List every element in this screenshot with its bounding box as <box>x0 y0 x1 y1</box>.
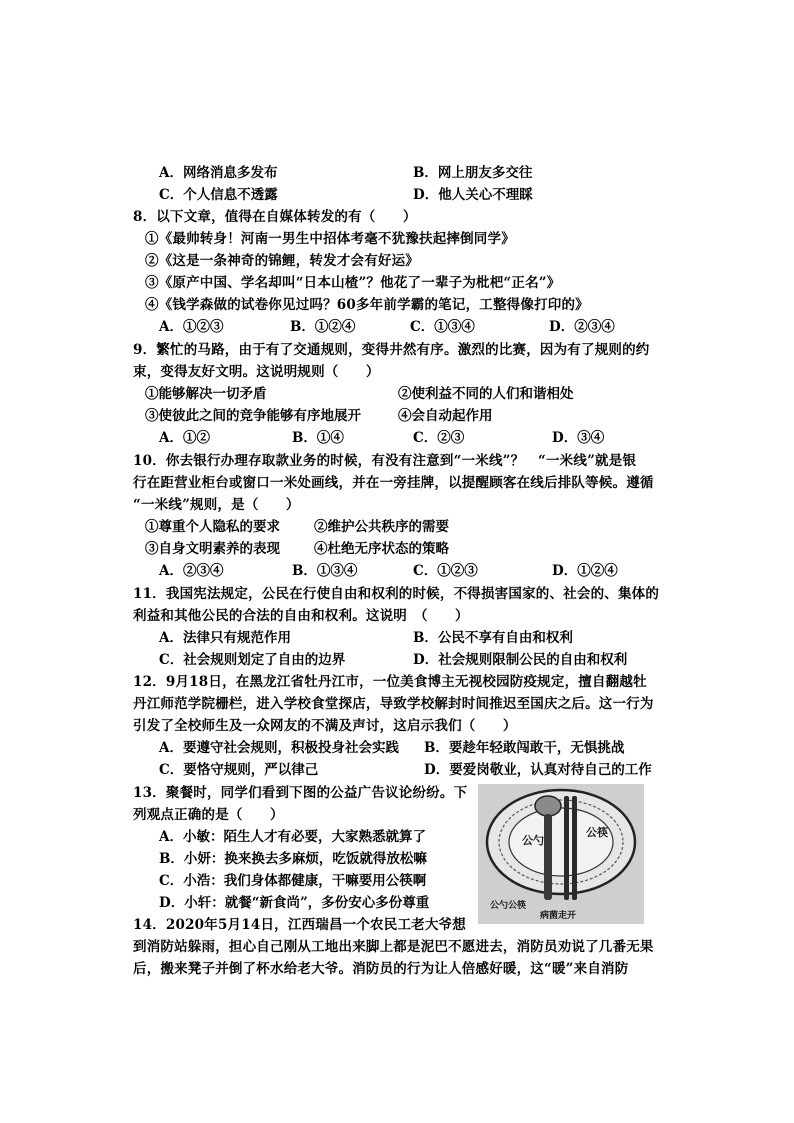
q9-option-b: B．①④ <box>292 430 344 446</box>
spoon-handle <box>544 814 552 900</box>
q9-item-3: ③使彼此之间的竞争能够有序地展开 <box>145 408 361 424</box>
q8-option-c: C．①③④ <box>410 319 475 335</box>
q12-stem-3: 引发了全校师生及一众网友的不满及声讨，这启示我们（ ） <box>133 718 517 734</box>
q14-stem-1: 14．2020年5月14日，江西瑞昌一个农民工老大爷想 <box>133 917 466 933</box>
q9-option-d: D．③④ <box>552 430 605 446</box>
q12-stem-1: 12．9月18日，在黑龙江省牡丹江市，一位美食博主无视校园防疫规定，擅自翻越牡 <box>133 674 647 690</box>
q10-option-a: A．②③④ <box>159 563 224 579</box>
q8-option-a: A．①②③ <box>159 319 224 335</box>
q9-stem-2: 束，变得友好文明。这说明规则（ ） <box>133 364 380 380</box>
q7-option-b: B．网上朋友多交往 <box>413 165 533 181</box>
q12-stem-2: 丹江师范学院栅栏，进入学校食堂探店，导致学校解封时间推迟至国庆之后。这一行为 <box>133 696 654 712</box>
q9-stem-1: 9．繁忙的马路，由于有了交通规则，变得井然有序。激烈的比赛，因为有了规则的约 <box>133 342 650 358</box>
q12-option-b: B．要趁年轻敢闯敢干，无惧挑战 <box>424 740 625 756</box>
q9-item-2: ②使利益不同的人们和谐相处 <box>398 386 574 402</box>
public-chopsticks-ad-image <box>478 784 644 924</box>
q10-stem-2: 行在距营业柜台或窗口一米处画线，并在一旁挂牌，以提醒顾客在线后排队等候。遵循 <box>133 475 654 491</box>
q12-option-c: C．要恪守规则，严以律己 <box>159 762 319 778</box>
q11-stem-1: 11．我国宪法规定，公民在行使自由和权利的时候，不得损害国家的、社会的、集体的 <box>133 586 660 602</box>
q10-item-4: ④杜绝无序状态的策略 <box>314 541 449 557</box>
q10-item-2: ②维护公共秩序的需要 <box>314 519 449 535</box>
q7-option-d: D．他人关心不理睬 <box>413 187 533 203</box>
q10-option-c: C．①②③ <box>413 563 478 579</box>
q10-item-3: ③自身文明素养的表现 <box>145 541 280 557</box>
q9-item-1: ①能够解决一切矛盾 <box>145 386 267 402</box>
q11-option-c: C．社会规则划定了自由的边界 <box>159 652 346 668</box>
q11-option-d: D．社会规则限制公民的自由和权利 <box>413 652 628 668</box>
q10-stem-1: 10．你去银行办理存取款业务的时候，有没有注意到“一米线”？ “一米线”就是银 <box>133 453 637 469</box>
q9-option-c: C．②③ <box>413 430 465 446</box>
q8-item-2: ②《这是一条神奇的锦鲤，转发才会有好运》 <box>145 253 419 269</box>
q8-item-4: ④《钱学森做的试卷你见过吗？60多年前学霸的笔记，工整得像打印的》 <box>145 297 589 313</box>
chopstick-left <box>564 796 569 900</box>
q12-option-d: D．要爱岗敬业，认真对待自己的工作 <box>424 762 652 778</box>
q11-option-b: B．公民不享有自由和权利 <box>413 630 573 646</box>
q14-stem-2: 到消防站躲雨，担心自己刚从工地出来脚上都是泥巴不愿进去，消防员劝说了几番无果 <box>133 939 654 955</box>
q7-option-a: A．网络消息多发布 <box>159 165 278 181</box>
q13-option-a: A．小敏：陌生人才有必要，大家熟悉就算了 <box>159 829 426 845</box>
q13-stem-2: 列观点正确的是（ ） <box>133 807 284 823</box>
q13-stem-1: 13．聚餐时，同学们看到下图的公益广告议论纷纷。下 <box>133 785 468 801</box>
q9-item-4: ④会自动起作用 <box>398 408 493 424</box>
q14-stem-3: 后，搬来凳子并倒了杯水给老大爷。消防员的行为让人倍感好暖，这“暖”来自消防 <box>133 961 629 977</box>
slogan-1: 公勺公筷 <box>490 901 527 911</box>
q8-item-3: ③《原产中国、学名却叫“日本山楂”？他花了一辈子为枇杷“正名”》 <box>145 275 561 291</box>
q10-option-d: D．①②④ <box>552 563 618 579</box>
q7-option-c: C．个人信息不透露 <box>159 187 278 203</box>
q11-option-a: A．法律只有规范作用 <box>159 630 291 646</box>
q12-option-a: A．要遵守社会规则，积极投身社会实践 <box>159 740 399 756</box>
ad-illustration <box>478 784 644 924</box>
q13-option-c: C．小浩：我们身体都健康，干嘛要用公筷啊 <box>159 873 427 889</box>
spoon-bowl <box>535 796 561 816</box>
q10-stem-3: “一米线”规则，是（ ） <box>133 497 300 513</box>
q8-stem: 8．以下文章，值得在自媒体转发的有（ ） <box>133 209 417 225</box>
q11-stem-2: 利益和其他公民的合法的自由和权利。这说明 （ ） <box>133 608 469 624</box>
q8-item-1: ①《最帅转身！河南一男生中招体考毫不犹豫扶起摔倒同学》 <box>145 231 515 247</box>
q9-option-a: A．①② <box>159 430 210 446</box>
q10-option-b: B．①③④ <box>292 563 358 579</box>
q13-option-b: B．小妍：换来换去多麻烦，吃饭就得放松嘛 <box>159 851 427 867</box>
q13-option-d: D．小轩：就餐“新食尚”，多份安心多份尊重 <box>159 895 430 911</box>
left-label: 公勺 <box>522 834 544 847</box>
chopstick-right <box>572 796 577 900</box>
right-label: 公筷 <box>586 826 608 839</box>
q8-option-b: B．①②④ <box>290 319 356 335</box>
q8-option-d: D．②③④ <box>549 319 615 335</box>
q10-item-1: ①尊重个人隐私的要求 <box>145 519 280 535</box>
slogan-2: 病菌走开 <box>540 911 577 921</box>
